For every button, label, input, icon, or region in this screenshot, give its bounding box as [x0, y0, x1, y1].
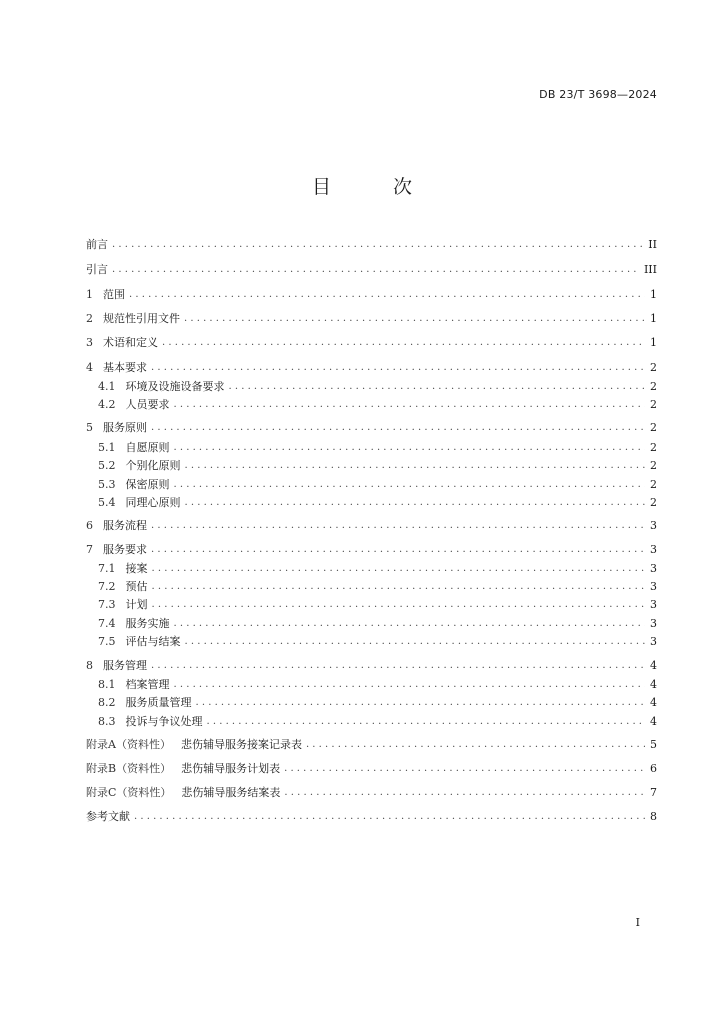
toc-dot-leader — [151, 544, 645, 555]
toc-entry-number: 附录A（资料性） — [86, 738, 171, 751]
toc-dot-leader — [196, 697, 646, 708]
toc-dot-leader — [174, 618, 646, 629]
toc-entry-label: 规范性引用文件 — [103, 312, 180, 325]
toc-entry[interactable] — [98, 578, 657, 594]
toc-entry-page: 5 — [650, 737, 657, 751]
toc-entry-number: 8.1 — [98, 677, 116, 691]
toc-dot-leader — [112, 264, 640, 275]
toc-entry-label: 个别化原则 — [125, 459, 181, 472]
toc-entry[interactable] — [98, 596, 657, 612]
toc-entry-page: 4 — [650, 695, 657, 709]
toc-entry[interactable] — [98, 378, 657, 394]
toc-entry-number: 5.1 — [98, 440, 116, 454]
toc-entry-label: 服务原则 — [103, 421, 147, 434]
page-title: 目 次 — [311, 176, 441, 198]
toc-entry[interactable] — [86, 657, 657, 673]
document-code: DB 23/T 3698—2024 — [539, 88, 657, 101]
toc-entry-page: 3 — [650, 634, 657, 648]
toc-entry-number: 4.2 — [98, 397, 116, 411]
toc-entry[interactable] — [86, 334, 657, 350]
toc-entry-number: 5.2 — [98, 458, 116, 472]
toc-entry[interactable] — [86, 784, 657, 800]
toc-entry[interactable] — [98, 676, 657, 692]
toc-entry[interactable] — [86, 359, 657, 375]
toc-entry-label: 同理心原则 — [125, 496, 181, 509]
toc-dot-leader — [185, 497, 646, 508]
toc-entry-number: 5.3 — [98, 477, 116, 491]
toc-entry-number: 7 — [86, 542, 93, 556]
toc-dot-leader — [185, 636, 646, 647]
toc-entry-page: 3 — [650, 616, 657, 630]
toc-dot-leader — [152, 581, 646, 592]
toc-entry-label: 术语和定义 — [103, 336, 158, 349]
toc-entry-number: 7.3 — [98, 597, 116, 611]
toc-entry-page: 2 — [650, 397, 657, 411]
toc-dot-leader — [229, 381, 646, 392]
toc-dot-leader — [174, 399, 646, 410]
toc-entry-number: 5 — [86, 420, 93, 434]
toc-entry-page: 4 — [650, 677, 657, 691]
toc-entry-number: 2 — [86, 311, 93, 325]
toc-dot-leader — [162, 337, 645, 348]
toc-dot-leader — [284, 763, 645, 774]
toc-entry-label: 引言 — [86, 263, 108, 276]
toc-dot-leader — [151, 660, 645, 671]
toc-entry-page: III — [643, 262, 657, 276]
toc-dot-leader — [129, 289, 645, 300]
toc-dot-leader — [284, 787, 645, 798]
toc-entry-page: 1 — [650, 287, 657, 301]
toc-entry-label: 人员要求 — [125, 398, 170, 411]
toc-entry-page: 3 — [650, 542, 657, 556]
toc-dot-leader — [174, 679, 646, 690]
toc-entry-page: 8 — [650, 809, 657, 823]
toc-entry-label: 基本要求 — [103, 361, 147, 374]
toc-entry[interactable] — [98, 560, 657, 576]
toc-entry-number: 4.1 — [98, 379, 116, 393]
toc-entry-page: 6 — [650, 761, 657, 775]
toc-entry-label: 悲伤辅导服务计划表 — [181, 762, 281, 775]
toc-entry-page: 3 — [650, 579, 657, 593]
toc-entry-page: 2 — [650, 360, 657, 374]
toc-entry-page: 1 — [650, 335, 657, 349]
toc-entry[interactable] — [86, 236, 657, 252]
toc-dot-leader — [152, 563, 646, 574]
page-number: I — [635, 916, 640, 929]
toc-entry-page: 3 — [650, 561, 657, 575]
toc-entry-page: 3 — [650, 518, 657, 532]
toc-entry-number: 1 — [86, 287, 93, 301]
toc-entry[interactable] — [98, 476, 657, 492]
toc-entry-page: 2 — [650, 379, 657, 393]
toc-entry[interactable] — [86, 286, 657, 302]
toc-entry-page: 4 — [650, 714, 657, 728]
toc-dot-leader — [184, 313, 645, 324]
toc-entry-label: 环境及设施设备要求 — [125, 380, 225, 393]
toc-dot-leader — [174, 442, 646, 453]
toc-entry-page: 4 — [650, 658, 657, 672]
toc-entry-page: 2 — [650, 477, 657, 491]
toc-entry-label: 服务实施 — [125, 617, 170, 630]
toc-entry-label: 接案 — [125, 562, 148, 575]
toc-entry-number: 7.4 — [98, 616, 116, 630]
toc-entry-page: 2 — [650, 420, 657, 434]
toc-entry-label: 自愿原则 — [125, 441, 170, 454]
toc-dot-leader — [151, 422, 645, 433]
toc-entry-page: 7 — [650, 785, 657, 799]
toc-entry[interactable] — [98, 615, 657, 631]
toc-entry[interactable] — [86, 419, 657, 435]
toc-entry-number: 6 — [86, 518, 93, 532]
toc-entry-page: 2 — [650, 440, 657, 454]
toc-dot-leader — [151, 520, 645, 531]
toc-entry-number: 附录B（资料性） — [86, 762, 172, 775]
toc-dot-leader — [134, 811, 645, 822]
toc-entry-label: 服务管理 — [103, 659, 147, 672]
toc-entry[interactable] — [98, 439, 657, 455]
toc-entry-label: 范围 — [103, 288, 125, 301]
toc-entry-number: 7.2 — [98, 579, 116, 593]
toc-entry-label: 服务质量管理 — [125, 696, 192, 709]
toc-entry-page: 2 — [650, 495, 657, 509]
toc-entry-label: 投诉与争议处理 — [125, 715, 203, 728]
toc-entry-number: 7.1 — [98, 561, 116, 575]
toc-entry-number: 8 — [86, 658, 93, 672]
toc-entry[interactable] — [86, 736, 657, 752]
toc-entry[interactable] — [98, 713, 657, 729]
toc-dot-leader — [174, 479, 646, 490]
toc-entry-number: 4 — [86, 360, 93, 374]
toc-entry-label: 档案管理 — [125, 678, 170, 691]
toc-dot-leader — [152, 599, 646, 610]
toc-entry-number: 8.3 — [98, 714, 116, 728]
toc-entry-label: 服务要求 — [103, 543, 147, 556]
toc-entry-number: 附录C（资料性） — [86, 786, 172, 799]
toc-dot-leader — [112, 239, 644, 250]
toc-entry-number: 5.4 — [98, 495, 116, 509]
toc-dot-leader — [151, 362, 645, 373]
toc-entry-number: 7.5 — [98, 634, 116, 648]
toc-entry-page: 2 — [650, 458, 657, 472]
toc-entry-label: 悲伤辅导服务接案记录表 — [180, 738, 302, 751]
toc-entry[interactable] — [86, 808, 657, 824]
toc-entry[interactable] — [98, 494, 657, 510]
toc-dot-leader — [306, 739, 645, 750]
toc-entry[interactable] — [86, 517, 657, 533]
toc-entry[interactable] — [98, 633, 657, 649]
toc-entry[interactable] — [98, 457, 657, 473]
toc-dot-leader — [185, 460, 646, 471]
toc-entry-page: 3 — [650, 597, 657, 611]
toc-entry[interactable] — [86, 541, 657, 557]
toc-entry[interactable] — [86, 310, 657, 326]
toc-dot-leader — [207, 716, 646, 727]
toc-entry-label: 预估 — [125, 580, 148, 593]
toc-entry-page: 1 — [650, 311, 657, 325]
toc-entry-label: 计划 — [125, 598, 148, 611]
toc-entry-label: 参考文献 — [86, 810, 130, 823]
toc-entry[interactable] — [86, 760, 657, 776]
toc-entry[interactable] — [98, 694, 657, 710]
toc-entry-number: 8.2 — [98, 695, 116, 709]
toc-entry-number: 3 — [86, 335, 93, 349]
toc-entry-label: 保密原则 — [125, 478, 170, 491]
toc-entry[interactable] — [86, 261, 657, 277]
toc-entry-label: 悲伤辅导服务结案表 — [181, 786, 281, 799]
toc-entry-label: 前言 — [86, 238, 108, 251]
toc-entry-page: II — [648, 237, 657, 251]
toc-entry-label: 服务流程 — [103, 519, 147, 532]
toc-entry[interactable] — [98, 396, 657, 412]
toc-entry-label: 评估与结案 — [125, 635, 181, 648]
